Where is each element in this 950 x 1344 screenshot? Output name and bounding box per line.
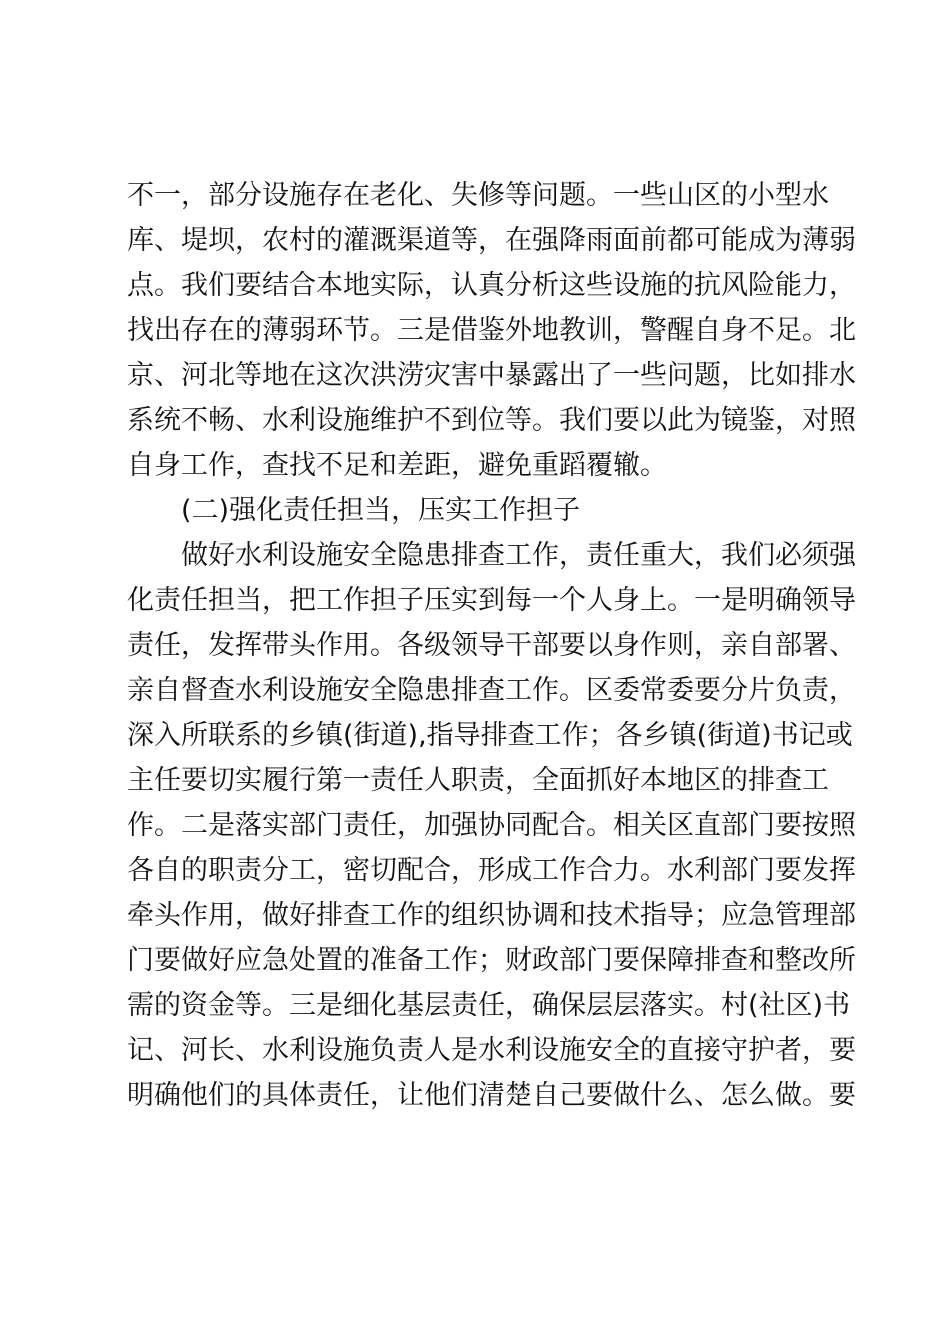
body-text-line: 不一，部分设施存在老化、失修等问题。一些山区的小型水 xyxy=(127,180,829,211)
body-text-line: 库、堤坝，农村的灌溉渠道等，在强降雨面前都可能成为薄弱 xyxy=(127,225,856,256)
body-text-line: 记、河长、水利设施负责人是水利设施安全的直接守护者，要 xyxy=(127,1035,856,1066)
body-text-line: 系统不畅、水利设施维护不到位等。我们要以此为镜鉴，对照 xyxy=(127,405,856,436)
body-text-line: 做好水利设施安全隐患排查工作，责任重大，我们必须强 xyxy=(181,540,856,571)
body-text-line: 门要做好应急处置的准备工作；财政部门要保障排查和整改所 xyxy=(127,945,856,976)
body-text-line: 亲自督查水利设施安全隐患排查工作。区委常委要分片负责， xyxy=(127,675,856,706)
body-text-line: 牵头作用，做好排查工作的组织协调和技术指导；应急管理部 xyxy=(127,900,856,931)
section-heading: (二)强化责任担当，压实工作担子 xyxy=(181,495,581,526)
body-text-line: 需的资金等。三是细化基层责任，确保层层落实。村(社区)书 xyxy=(127,990,851,1021)
body-text-line: 作。二是落实部门责任，加强协同配合。相关区直部门要按照 xyxy=(127,810,856,841)
body-text-line: 找出存在的薄弱环节。三是借鉴外地教训，警醒自身不足。北 xyxy=(127,315,856,346)
body-text-line: 点。我们要结合本地实际，认真分析这些设施的抗风险能力， xyxy=(127,270,856,301)
body-text-line: 化责任担当，把工作担子压实到每一个人身上。一是明确领导 xyxy=(127,585,856,616)
body-text-line: 自身工作，查找不足和差距，避免重蹈覆辙。 xyxy=(127,450,667,481)
body-text-line: 京、河北等地在这次洪涝灾害中暴露出了一些问题，比如排水 xyxy=(127,360,856,391)
body-text-line: 深入所联系的乡镇(街道),指导排查工作；各乡镇(街道)书记或 xyxy=(127,720,853,751)
body-text-line: 责任，发挥带头作用。各级领导干部要以身作则，亲自部署、 xyxy=(127,630,856,661)
body-text-line: 各自的职责分工，密切配合，形成工作合力。水利部门要发挥 xyxy=(127,855,856,886)
body-text-line: 主任要切实履行第一责任人职责，全面抓好本地区的排查工 xyxy=(127,765,829,796)
body-text-line: 明确他们的具体责任，让他们清楚自己要做什么、怎么做。要 xyxy=(127,1080,856,1111)
